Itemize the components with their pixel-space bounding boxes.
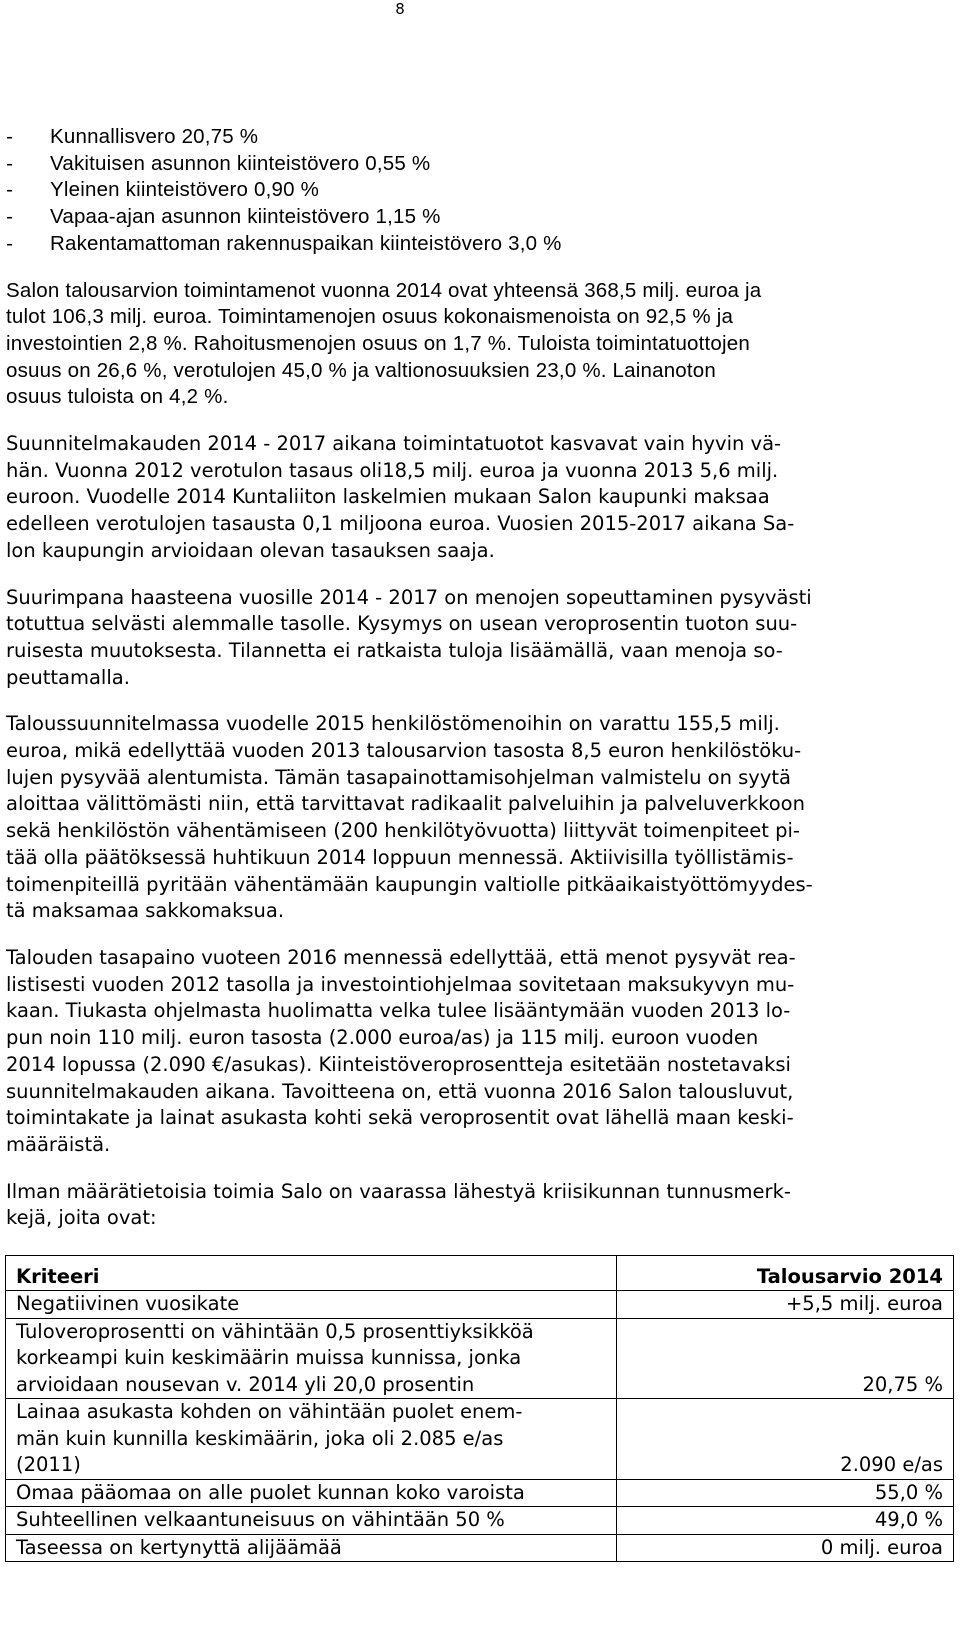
- criteria-cell: [6, 1534, 617, 1562]
- table-header-row: [6, 1256, 954, 1291]
- criteria-line: (2011): [16, 1453, 81, 1476]
- paragraph-line: aloittaa välittömästi niin, että tarvittavat radikaalit palveluihin ja palveluverkkoon: [6, 792, 805, 816]
- page-number: 8: [395, 0, 405, 18]
- paragraph-personnel-costs: [6, 711, 956, 925]
- table-row: [6, 1399, 954, 1480]
- value-cell: 55,0 %: [617, 1479, 954, 1507]
- paragraph-line: Suurimpana haasteena vuosille 2014 - 2017 on menojen sopeuttaminen pysyvästi: [6, 585, 812, 609]
- criteria-line: Tuloveroprosentti on vähintään 0,5 prosenttiyksikköä: [16, 1319, 534, 1343]
- paragraph-line: Talouden tasapaino vuoteen 2016 mennessä edellyttää, että menot pysyvät rea-: [6, 945, 796, 969]
- list-dash: -: [6, 151, 14, 175]
- paragraph-line: suunnitelmakauden aikana. Tavoitteena on, että vuonna 2016 Salon talousluvut,: [6, 1079, 794, 1103]
- list-item: [6, 124, 956, 151]
- paragraph-line: lon kaupungin arvioidaan olevan tasauksen saaja.: [6, 538, 495, 562]
- paragraph-line: toimintakate ja lainat asukasta kohti sekä veroprosentit ovat lähellä maan keski-: [6, 1106, 794, 1130]
- paragraph-line: euroon. Vuodelle 2014 Kuntaliiton laskelmien mukaan Salon kaupunki maksaa: [6, 485, 770, 509]
- column-header-budget: Talousarvio 2014: [617, 1256, 954, 1291]
- list-item-label: Yleinen kiinteistövero 0,90 %: [50, 178, 320, 202]
- list-item-label: Rakentamattoman rakennuspaikan kiinteistövero 3,0 %: [50, 231, 562, 255]
- paragraph-line: lujen pysyvää alentumista. Tämän tasapainottamisohjelman valmistelu on syytä: [6, 765, 791, 789]
- criteria-line: Suhteellinen velkaantuneisuus on vähintään 50 %: [16, 1508, 505, 1531]
- value-cell: 49,0 %: [617, 1507, 954, 1535]
- list-item-label: Kunnallisvero 20,75 %: [50, 125, 259, 148]
- paragraph-line: listisesti vuoden 2012 tasolla ja investointiohjelmaa sovitetaan maksukyvyn mu-: [6, 972, 795, 996]
- criteria-line: Taseessa on kertynyttä alijäämää: [16, 1535, 342, 1559]
- value-cell: 2.090 e/as: [617, 1399, 954, 1480]
- paragraph-crisis-intro: [6, 1179, 956, 1232]
- paragraph-line: Ilman määrätietoisia toimia Salo on vaarassa lähestyä kriisikunnan tunnusmerk-: [6, 1179, 791, 1203]
- list-item-label: Vapaa-ajan asunnon kiinteistövero 1,15 %: [50, 205, 441, 229]
- list-dash: -: [6, 205, 14, 229]
- paragraph-line: kejä, joita ovat:: [6, 1206, 157, 1230]
- criteria-line: Lainaa asukasta kohden on vähintään puolet enem-: [16, 1400, 523, 1423]
- paragraph-main-challenge: [6, 585, 956, 692]
- list-dash: -: [6, 178, 14, 202]
- paragraph-line: sekä henkilöstön vähentämiseen (200 henkilötyövuotta) liittyvät toimenpiteet pi-: [6, 819, 800, 843]
- paragraph-line: 2014 lopussa (2.090 €/asukas). Kiinteistöveroprosentteja esitetään nostetavaksi: [6, 1052, 791, 1076]
- criteria-line: arvioidaan nousevan v. 2014 yli 20,0 prosentin: [16, 1372, 475, 1396]
- list-item: [6, 231, 956, 258]
- column-header-criteria: Kriteeri: [6, 1256, 617, 1291]
- paragraph-line: määräistä.: [6, 1132, 111, 1156]
- paragraph-line: tää olla päätöksessä huhtikuun 2014 loppuun mennessä. Aktiivisilla työllistämis-: [6, 845, 794, 869]
- paragraph-line: totuttua selvästi alemmalle tasolle. Kysymys on usean veroprosentin tuoton suu-: [6, 612, 798, 636]
- paragraph-line: kaan. Tiukasta ohjelmasta huolimatta velka tulee lisääntymään vuoden 2013 lo-: [6, 999, 791, 1023]
- criteria-cell: [6, 1507, 617, 1535]
- list-dash: -: [6, 125, 14, 148]
- document-body: [6, 124, 956, 1232]
- paragraph-line: euroa, mikä edellyttää vuoden 2013 talousarvion tasosta 8,5 euron henkilöstöku-: [6, 739, 802, 763]
- value-cell: 20,75 %: [617, 1318, 954, 1399]
- table-row: [6, 1479, 954, 1507]
- table-row: [6, 1318, 954, 1399]
- list-item-label: Vakituisen asunnon kiinteistövero 0,55 %: [50, 151, 431, 175]
- list-item: [6, 177, 956, 204]
- value-cell: +5,5 milj. euroa: [617, 1291, 954, 1319]
- criteria-line: korkeampi kuin keskimäärin muissa kunnissa, jonka: [16, 1346, 522, 1369]
- paragraph-line: Suunnitelmakauden 2014 - 2017 aikana toimintatuotot kasvavat vain hyvin vä-: [6, 432, 782, 456]
- paragraph-line: toimenpiteillä pyritään vähentämään kaupungin valtiolle pitkäaikaistyöttömyydes-: [6, 872, 813, 896]
- paragraph-economic-balance: [6, 945, 956, 1159]
- list-dash: -: [6, 231, 14, 255]
- paragraph-line: tulot 106,3 milj. euroa. Toimintamenojen osuus kokonaismenoista on 92,5 % ja: [6, 305, 734, 329]
- tax-rate-list: [6, 124, 956, 258]
- paragraph-line: edelleen verotulojen tasausta 0,1 miljoona euroa. Vuosien 2015-2017 aikana Sa-: [6, 512, 795, 536]
- paragraph-line: ruisesta muutoksesta. Tilannetta ei ratkaista tuloja lisäämällä, vaan menoja so-: [6, 638, 783, 662]
- paragraph-line: peuttamalla.: [6, 665, 130, 689]
- value-cell: 0 milj. euroa: [617, 1534, 954, 1562]
- criteria-cell: [6, 1479, 617, 1507]
- paragraph-line: investointien 2,8 %. Rahoitusmenojen osuus on 1,7 %. Tuloista toimintatuottojen: [6, 331, 750, 355]
- criteria-line: Omaa pääomaa on alle puolet kunnan koko varoista: [16, 1480, 525, 1504]
- table-row: [6, 1291, 954, 1319]
- criteria-line: Negatiivinen vuosikate: [16, 1292, 240, 1315]
- table-row: [6, 1507, 954, 1535]
- criteria-cell: [6, 1291, 617, 1319]
- paragraph-line: pun noin 110 milj. euron tasosta (2.000 euroa/as) ja 115 milj. euroon vuoden: [6, 1026, 759, 1050]
- criteria-cell: [6, 1318, 617, 1399]
- paragraph-line: hän. Vuonna 2012 verotulon tasaus oli18,5 milj. euroa ja vuonna 2013 5,6 milj.: [6, 458, 779, 482]
- crisis-criteria-table: [5, 1255, 954, 1562]
- criteria-cell: [6, 1399, 617, 1480]
- table-row: [6, 1534, 954, 1562]
- paragraph-line: Taloussuunnitelmassa vuodelle 2015 henkilöstömenoihin on varattu 155,5 milj.: [6, 712, 780, 736]
- paragraph-line: Salon talousarvion toimintamenot vuonna 2014 ovat yhteensä 368,5 milj. euroa ja: [6, 278, 762, 302]
- paragraph-tax-equalization: [6, 431, 956, 565]
- list-item: [6, 151, 956, 178]
- paragraph-line: osuus on 26,6 %, verotulojen 45,0 % ja valtionosuuksien 23,0 %. Lainanoton: [6, 358, 716, 382]
- list-item: [6, 204, 956, 231]
- paragraph-line: osuus tuloista on 4,2 %.: [6, 385, 229, 409]
- paragraph-budget-summary: [6, 278, 956, 412]
- paragraph-line: tä maksamaa sakkomaksua.: [6, 899, 285, 923]
- criteria-line: män kuin kunnilla keskimäärin, joka oli 2.085 e/as: [16, 1426, 504, 1450]
